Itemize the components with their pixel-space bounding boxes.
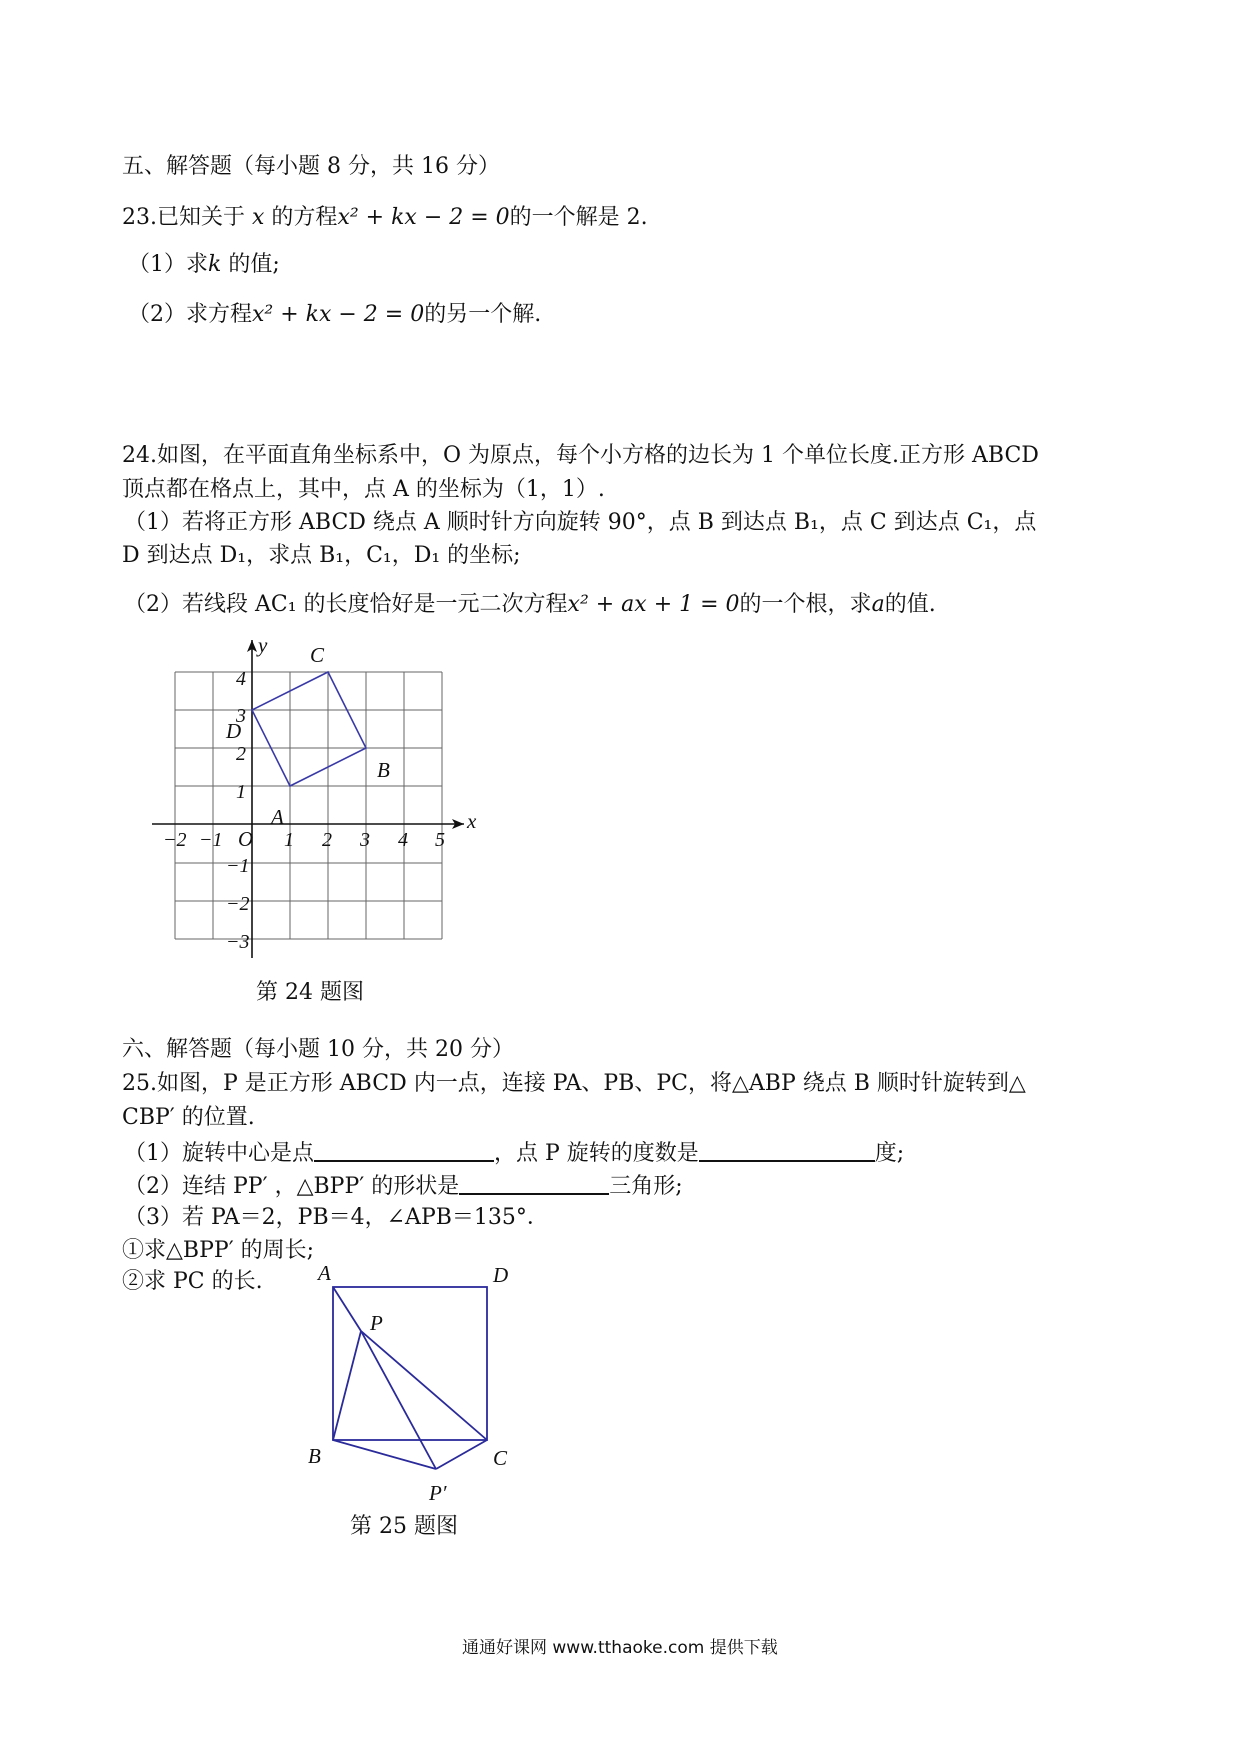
point-p-label: P [370,1311,383,1335]
figure-25-square-diagram [300,1255,520,1525]
q23-sub1-b: 的值; [228,252,280,277]
point-d-label: D [226,719,242,743]
x-tick-label: −2 [163,829,187,851]
q25-sub1-b: ，点 P 旋转的度数是 [494,1141,699,1166]
point-a-label: A [318,1261,331,1285]
q23-stem-part3: 的一个解是 2. [509,205,648,230]
q25-sub2-b: 三角形; [609,1174,683,1199]
point-a-label: A [271,805,284,829]
point-c-label: C [310,643,325,667]
q25-sub1 [124,1136,904,1169]
q24-line5-a: （2）若线段 AC₁ 的长度恰好是一元二次方程 [124,592,568,617]
q23-sub2-equation: x² + kx − 2 = 0 [252,302,425,327]
x-tick-label: 3 [360,829,370,851]
section-6-header: 六、解答题（每小题 10 分，共 20 分） [122,1037,514,1062]
q23-sub1 [128,250,280,280]
q25-sub1-a: （1）旋转中心是点 [124,1141,314,1166]
x-tick-label: −1 [199,829,223,851]
q23-sub2-b: 的另一个解. [424,302,542,327]
q25-line2: CBP′ 的位置. [122,1105,255,1130]
q25-sub2 [124,1169,683,1202]
x-tick-label: 2 [322,829,332,851]
square-abcd [333,1287,487,1440]
point-p-prime-label: P′ [429,1481,447,1505]
q25-sub2-a: （2）连结 PP′ ，△BPP′ 的形状是 [124,1174,460,1199]
square-abcd [252,672,366,786]
q25-sub1-c: 度; [874,1141,905,1166]
y-tick-label: 4 [236,668,246,690]
q25-sub3-part2: ②求 PC 的长. [122,1269,263,1294]
figure-24-coordinate-grid [140,628,480,958]
x-tick-label: 5 [435,829,445,851]
point-d-label: D [493,1263,509,1287]
q24-line3: （1）若将正方形 ABCD 绕点 A 顺时针方向旋转 90°，点 B 到达点 B₁，点 C 到达点 C₁，点 [124,510,1037,535]
y-tick-label: −1 [226,855,250,877]
section-5-header: 五、解答题（每小题 8 分，共 16 分） [122,154,500,179]
q23-sub1-a: （1）求 [128,252,208,277]
point-b-label: B [308,1444,321,1468]
q23-stem-part2: 的方程 [271,205,338,230]
q25-line1: 25.如图，P 是正方形 ABCD 内一点，连接 PA、PB、PC，将△ABP 绕点 B 顺时针旋转到△ [122,1071,1026,1096]
point-b-label: B [377,758,390,782]
y-tick-label: −3 [226,931,250,953]
y-tick-label: 3 [236,705,246,727]
rotation-degree-blank[interactable] [699,1136,875,1162]
q23-stem-part1: 23.已知关于 [122,205,245,230]
q24-line4: D 到达点 D₁，求点 B₁，C₁，D₁ 的坐标; [122,543,521,568]
q24-line1: 24.如图，在平面直角坐标系中，O 为原点，每个小方格的边长为 1 个单位长度.正方形 ABCD [122,443,1039,468]
y-tick-label: 1 [236,781,246,803]
q23-sub2 [128,300,541,330]
origin-label: O [238,827,254,851]
q23-sub2-a: （2）求方程 [128,302,252,327]
footer-source: 通通好课网 www.tthaoke.com 提供下载 [462,1638,778,1658]
q23-equation: x² + kx − 2 = 0 [337,205,510,230]
q24-line5 [124,590,936,620]
q24-line5-equation: x² + ax + 1 = 0 [567,592,740,617]
x-tick-label: 1 [284,829,294,851]
x-tick-label: 4 [398,829,408,851]
q25-sub3: （3）若 PA＝2，PB＝4，∠APB＝135°． [124,1205,549,1230]
rotation-center-blank[interactable] [314,1136,494,1162]
q23-var-x: x [252,205,265,230]
point-c-label: C [493,1446,508,1470]
axis-y-label: y [258,633,268,657]
figure-25-caption: 第 25 题图 [350,1514,458,1539]
q23-stem [122,203,648,233]
q24-line5-b: 的一个根，求 [739,592,872,617]
triangle-shape-blank[interactable] [459,1169,609,1195]
q24-line5-var-a: a [871,592,885,617]
q24-line2: 顶点都在格点上，其中，点 A 的坐标为（1，1）. [122,477,605,502]
q23-sub1-k: k [208,252,222,277]
axis-x-label: x [467,809,477,833]
q24-line5-c: 的值. [884,592,936,617]
figure-24-caption: 第 24 题图 [256,980,364,1005]
y-tick-label: 2 [236,743,246,765]
q25-sub3-part1: ①求△BPP′ 的周长; [122,1238,315,1263]
y-tick-label: −2 [226,893,250,915]
